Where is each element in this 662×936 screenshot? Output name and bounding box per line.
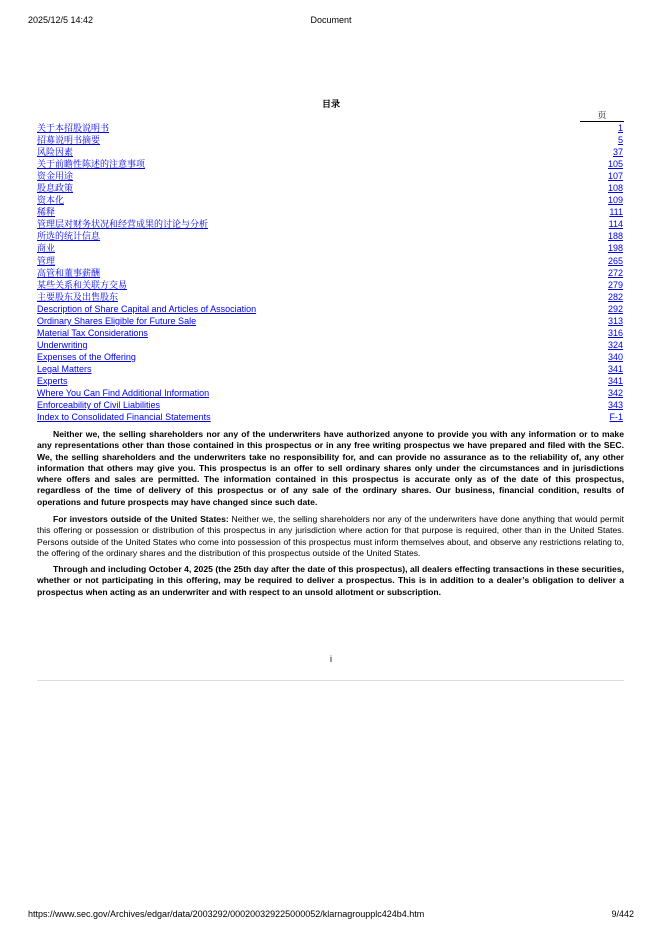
page-divider xyxy=(37,680,624,681)
toc-entry xyxy=(37,315,624,327)
toc-entry-link[interactable]: 稀释 xyxy=(37,207,56,218)
international-investors-lead: For investors outside of the United States: xyxy=(53,514,229,524)
toc-entry-page-link[interactable]: 324 xyxy=(607,339,623,350)
toc-entry xyxy=(37,303,624,315)
toc-entry-page-link[interactable]: 111 xyxy=(609,207,623,218)
toc-entry xyxy=(37,255,624,267)
toc-entry-link[interactable]: Legal Matters xyxy=(37,363,92,374)
header-document-title: Document xyxy=(310,15,352,25)
toc-entry-page-link[interactable]: 341 xyxy=(607,363,623,374)
footer-url: https://www.sec.gov/Archives/edgar/data/2003292/000200329225000052/klarnagroupplc424b4.htm xyxy=(28,909,425,919)
toc-title: 目录 xyxy=(321,99,340,109)
toc-entry xyxy=(37,230,624,242)
toc-entry xyxy=(37,122,624,134)
toc-entry-link[interactable]: 风险因素 xyxy=(37,147,74,158)
toc-entry xyxy=(37,182,624,194)
toc-page-column-label-text: 页 xyxy=(597,110,607,120)
toc-entry xyxy=(37,411,624,423)
toc-entry-link[interactable]: 关于前瞻性陈述的注意事项 xyxy=(37,159,146,170)
toc-entry xyxy=(37,351,624,363)
toc-entry-page-link[interactable]: 5 xyxy=(617,135,623,146)
international-investors-paragraph xyxy=(37,514,624,559)
toc-entry-link[interactable]: 资金用途 xyxy=(37,171,74,182)
toc-entry-page-link[interactable]: 313 xyxy=(607,315,623,326)
toc-entry-page-link[interactable]: 37 xyxy=(612,147,623,158)
toc-entry-link[interactable]: Description of Share Capital and Articles of Association xyxy=(37,303,257,314)
toc-entry xyxy=(37,375,624,387)
toc-entry-page-link[interactable]: 107 xyxy=(607,171,623,182)
toc-entry-page-link[interactable]: 340 xyxy=(607,351,623,362)
toc-entry-page-link[interactable]: 316 xyxy=(607,327,623,338)
toc-entry xyxy=(37,170,624,182)
toc-entry xyxy=(37,291,624,303)
toc-entry-link[interactable]: Enforceability of Civil Liabilities xyxy=(37,400,161,411)
toc-entry-link[interactable]: 所选的统计信息 xyxy=(37,231,101,242)
toc-entry-page-link[interactable]: 272 xyxy=(607,267,623,278)
disclaimer-paragraph: Neither we, the selling shareholders nor any of the underwriters have authorized anyone to provide you with any information or to make any representations other than those contained in this prospectus or in any free writing prospectus we have prepared and filed with the SEC. We, the selling shareholders and the underwriters take no responsibility for, and can provide no assurance as to the reliability of, any other information that others may give you. This prospectus is an offer to sell ordinary shares only under the circumstances and in jurisdictions where offers and sales are permitted. The information contained in this prospectus is accurate only as of the date of this prospectus, regardless of the time of delivery of this prospectus or of any sale of the ordinary shares. Our business, financial condition, results of operations and future prospects may have changed since such date. xyxy=(37,429,624,507)
toc-entry-link[interactable]: 招募说明书摘要 xyxy=(37,135,101,146)
toc-entry-link[interactable]: 某些关系和关联方交易 xyxy=(37,279,128,290)
toc-entry-page-link[interactable]: 1 xyxy=(617,123,623,133)
toc-entry xyxy=(37,242,624,254)
toc-entry xyxy=(37,194,624,206)
toc-entry-link[interactable]: 主要股东及出售股东 xyxy=(37,291,119,302)
toc-entry xyxy=(37,327,624,339)
international-investors-body: Neither we, the selling shareholders nor any of the underwriters have done anything that would permit this offering or possession or distribution of this prospectus in any jurisdiction where action for that purpose is required, other than in the United States. Persons outside of the United States who come into possession of this prospectus must inform themselves about, and observe any restrictions relating to, the offering of the ordinary shares and the distribution of this prospectus outside of the United States. xyxy=(37,514,624,558)
toc-entry-link[interactable]: 高管和董事薪酬 xyxy=(37,267,101,278)
toc-entry-link[interactable]: Index to Consolidated Financial Statements xyxy=(37,412,211,423)
toc-entry-page-link[interactable]: 292 xyxy=(607,303,623,314)
toc-entry-page-link[interactable]: 109 xyxy=(607,195,623,206)
toc-entry xyxy=(37,339,624,351)
toc-entry xyxy=(37,267,624,279)
toc-entry-page-link[interactable]: 279 xyxy=(607,279,623,290)
toc-entry-page-link[interactable]: F-1 xyxy=(609,412,623,423)
toc-entry-page-link[interactable]: 188 xyxy=(607,231,623,242)
page-number: i xyxy=(330,654,332,664)
toc-entry-link[interactable]: Where You Can Find Additional Information xyxy=(37,388,210,399)
toc-entry-link[interactable]: Underwriting xyxy=(37,339,88,350)
table-of-contents xyxy=(37,122,624,423)
toc-entry-page-link[interactable]: 105 xyxy=(607,159,623,170)
toc-entry xyxy=(37,279,624,291)
toc-entry xyxy=(37,218,624,230)
footer-page-count: 9/442 xyxy=(611,909,634,919)
toc-entry-link[interactable]: 管理层对财务状况和经营成果的讨论与分析 xyxy=(37,219,209,230)
toc-entry-link[interactable]: Expenses of the Offering xyxy=(37,351,136,362)
toc-entry-link[interactable]: Experts xyxy=(37,375,68,386)
toc-entry-page-link[interactable]: 265 xyxy=(607,255,623,266)
toc-entry xyxy=(37,134,624,146)
toc-entry xyxy=(37,146,624,158)
toc-entry-page-link[interactable]: 341 xyxy=(607,375,623,386)
toc-entry-link[interactable]: 资本化 xyxy=(37,195,65,206)
toc-entry-link[interactable]: Material Tax Considerations xyxy=(37,327,148,338)
toc-entry xyxy=(37,206,624,218)
toc-entry-page-link[interactable]: 343 xyxy=(607,400,623,411)
toc-entry-page-link[interactable]: 114 xyxy=(608,219,623,230)
toc-page-column-label xyxy=(580,110,624,122)
toc-entry-link[interactable]: 股息政策 xyxy=(37,183,74,194)
toc-entry xyxy=(37,387,624,399)
toc-entry-page-link[interactable]: 108 xyxy=(607,183,623,194)
toc-entry xyxy=(37,399,624,411)
toc-entry xyxy=(37,363,624,375)
header-datetime: 2025/12/5 14:42 xyxy=(28,15,94,25)
toc-entry-link[interactable]: Ordinary Shares Eligible for Future Sale xyxy=(37,315,197,326)
toc-entry-link[interactable]: 管理 xyxy=(37,255,56,266)
toc-entry xyxy=(37,158,624,170)
toc-entry-page-link[interactable]: 342 xyxy=(607,388,623,399)
toc-entry-link[interactable]: 商业 xyxy=(37,243,56,254)
dealer-prospectus-delivery-paragraph: Through and including October 4, 2025 (the 25th day after the date of this prospectus), all dealers effecting transactions in these securities, whether or not participating in this offering, may be required to deliver a prospectus. This is in addition to a dealer’s obligation to deliver a prospectus when acting as an underwriter and with respect to an unsold allotment or subscription. xyxy=(37,564,624,597)
toc-entry-page-link[interactable]: 282 xyxy=(607,291,623,302)
toc-entry-link[interactable]: 关于本招股说明书 xyxy=(37,123,110,133)
toc-entry-page-link[interactable]: 198 xyxy=(607,243,623,254)
